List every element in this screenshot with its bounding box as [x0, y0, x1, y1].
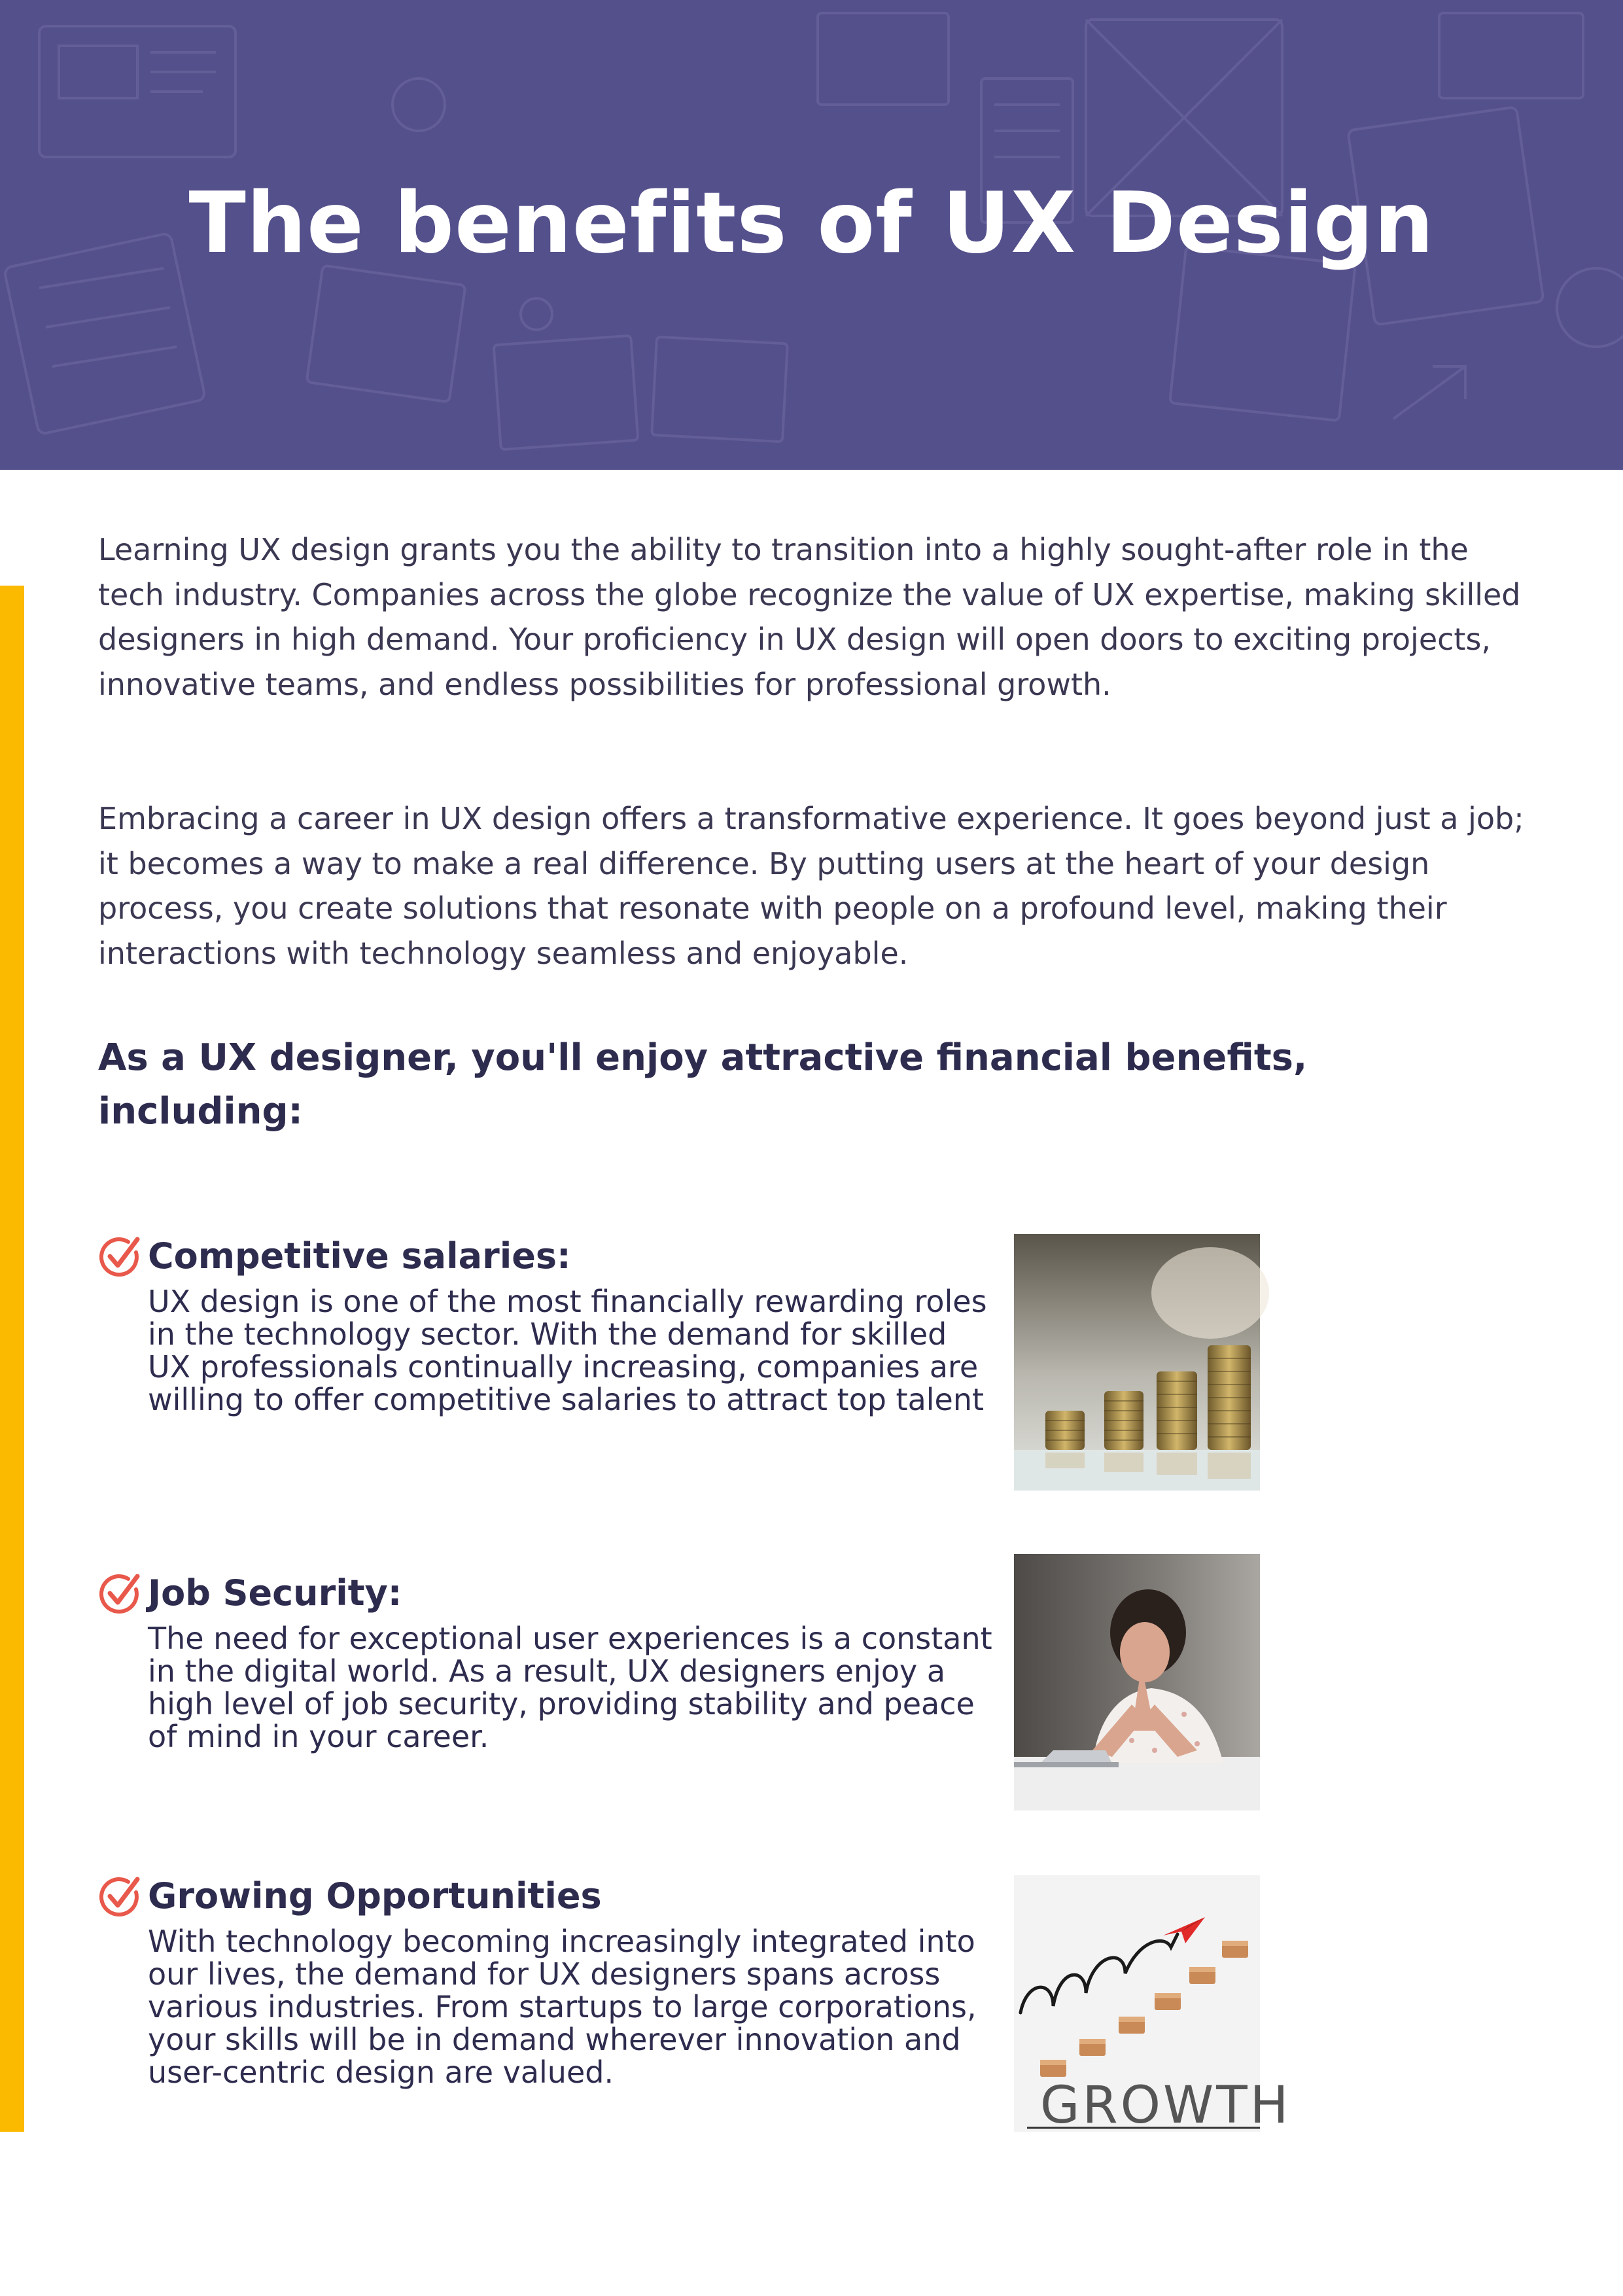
accent-bar: [0, 586, 24, 2132]
benefit-description: The need for exceptional user experiences is a constant in the digital world. As a result, UX designers enjoy a high level of job security, providing stability and peace of mind in your career.: [148, 1621, 992, 1754]
growth-lettering: GROWTH: [1040, 2076, 1291, 2135]
check-circle-icon: [97, 1571, 143, 1617]
check-circle-icon: [97, 1874, 143, 1920]
intro-paragraph: Learning UX design grants you the ability to transition into a highly sought-after role in the tech industry. Companies across the globe recognize the value of UX expertise, making skilled designers in high demand. Your proficiency in UX design will open doors to exciting projects, innovative teams, and endless possibilities for professional growth.: [98, 532, 1521, 702]
intro-paragraph: Embracing a career in UX design offers a transformative experience. It goes beyond just a job; it becomes a way to make a real difference. By putting users at the heart of your design process, you create solutions that resonate with people on a profound level, making their interactions with technology seamless and enjoyable.: [98, 801, 1524, 971]
coins-stack-photo: [1014, 1234, 1260, 1491]
benefit-description: UX design is one of the most financially rewarding roles in the technology sector. With the demand for skilled UX professionals continually increasing, companies are willing to offer competitive salaries to attract top talent: [148, 1284, 987, 1417]
benefit-title: Competitive salaries:: [148, 1235, 571, 1277]
header-banner: [0, 0, 1623, 470]
benefit-title: Job Security:: [148, 1572, 402, 1614]
benefit-description: With technology becoming increasingly integrated into our lives, the demand for UX designers spans across various industries. From startups to large corporations, your skills will be in demand wherever innovation and user-centric design are valued.: [148, 1924, 977, 2090]
benefit-title: Growing Opportunities: [148, 1875, 602, 1916]
benefits-heading: As a UX designer, you'll enjoy attractive financial benefits, including:: [98, 1036, 1308, 1133]
check-circle-icon: [97, 1234, 143, 1280]
growth-stairs-photo: [1014, 1875, 1291, 2135]
stressed-woman-photo: [1014, 1554, 1260, 1810]
page-title: The benefits of UX Design: [188, 175, 1435, 272]
